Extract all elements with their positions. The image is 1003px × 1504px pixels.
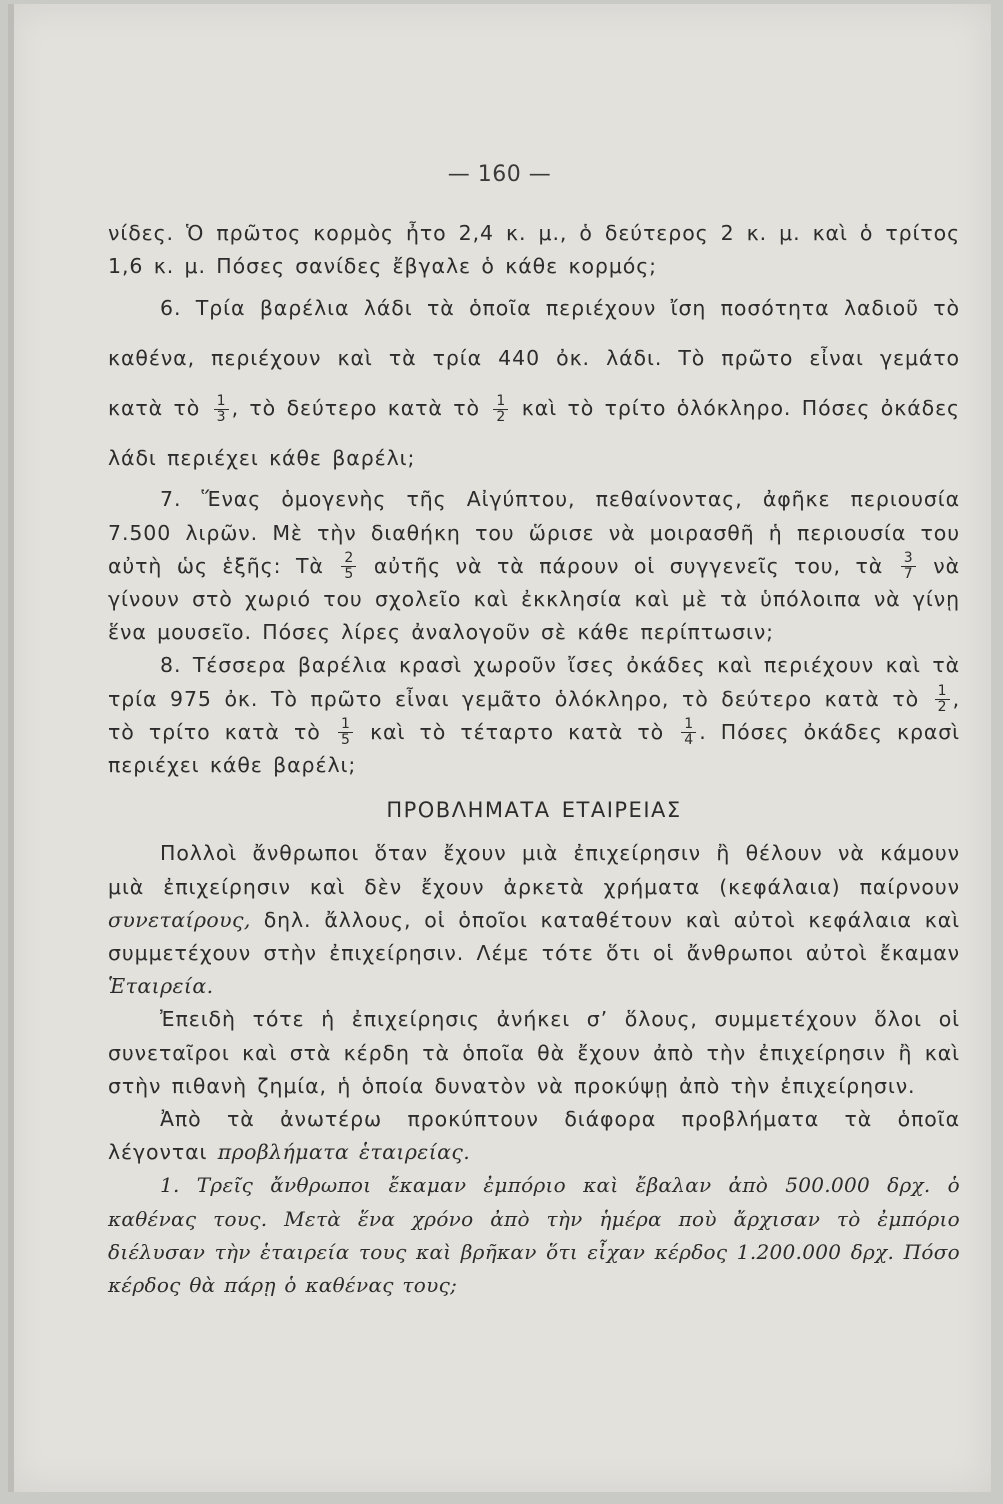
problem-5-tail (108, 217, 960, 283)
problem-8-text-d: . Πόσες ὀκάδες κρασὶ περιέχει κάθε βαρέλι; (108, 719, 961, 778)
problem-7-text-c: νὰ γίνουν στὸ χωριό του σχολεῖο καὶ ἐκκλησία καὶ μὲ τὰ ὑπόλοιπα νὰ γίνῃ ἕνα μουσεῖο. Πόσες λίρες ἀναλογοῦν σὲ κάθε περίπτωσιν; (108, 553, 961, 645)
intro-paragraph (108, 837, 960, 1003)
problem-6-text-a: 6. Τρία βαρέλια λάδι τὰ ὁποῖα περιέχουν ἴση ποσότητα λαδιοῦ τὸ καθένα, περιέχουν καὶ τὰ τρία 440 ὀκ. λάδι. Τὸ πρῶτο εἶναι γεμάτο κατὰ τὸ (108, 296, 960, 421)
problem-8-text-c: καὶ τὸ τέταρτο κατὰ τὸ (370, 719, 665, 744)
company-problem-1: 1. Τρεῖς ἄνθρωποι ἔκαμαν ἐμπόριο καὶ ἔβαλαν ἀπὸ 500.000 δρχ. ὁ καθένας τους. Μετὰ ἕνα χρόνο ἀπὸ τὴν ἡμέρα ποὺ ἄρχισαν τὸ ἐμπόριο διέλυσαν τὴν ἑταιρεία τους καὶ βρῆκαν ὅτι εἶχαν κέρδος 1.200.000 δρχ. Πόσο κέρδος θὰ πάρῃ ὁ καθένας τους; (108, 1173, 960, 1298)
fraction-numerator: 1 (214, 394, 229, 410)
fraction-three-sevenths (901, 551, 916, 582)
intro-italic-partners: συνεταίρους, (108, 907, 251, 932)
fraction-one-third (214, 394, 229, 425)
fraction-denominator: 2 (937, 699, 947, 716)
fraction-numerator: 3 (901, 551, 916, 567)
problem-5-text: νίδες. Ὁ πρῶτος κορμὸς ἦτο 2,4 κ. μ., ὁ δεύτερος 2 κ. μ. καὶ ὁ τρίτος 1,6 κ. μ. Πόσες σανίδες ἔβγαλε ὁ κάθε κορμός; (108, 221, 960, 279)
fraction-numerator: 1 (681, 717, 696, 733)
fraction-denominator: 3 (216, 408, 226, 425)
paragraph-3-text: Ἀπὸ τὰ ἀνωτέρω προκύπτουν διάφορα προβλήματα τὰ ὁποῖα λέγονται (108, 1107, 960, 1165)
fraction-numerator: 1 (338, 717, 353, 733)
problem-8-text-a: 8. Τέσσερα βαρέλια κρασὶ χωροῦν ἴσες ὀκάδες καὶ περιέχουν καὶ τὰ τρία 975 ὀκ. Τὸ πρῶτο εἶναι γεμᾶτο ὁλόκληρο, τὸ δεύτερο κατὰ τὸ (108, 653, 960, 711)
problem-6 (108, 283, 960, 483)
paragraph-3 (108, 1103, 960, 1169)
problem-6-text-b: , τὸ δεύτερο κατὰ τὸ (231, 396, 480, 421)
problem-7-text-b: αὐτῆς νὰ τὰ πάρουν οἱ συγγενεῖς του, τὰ (373, 553, 884, 578)
section-heading: ΠΡΟΒΛΗΜΑΤΑ ΕΤΑΙΡΕΙΑΣ (386, 798, 682, 823)
book-page (8, 4, 991, 1492)
fraction-one-fifth (338, 717, 353, 748)
fraction-denominator: 7 (903, 566, 913, 583)
fraction-one-quarter (681, 717, 696, 748)
paragraph-3-italic: προβλήματα ἑταιρείας. (217, 1140, 471, 1165)
problem-6-text-c: καὶ τὸ τρίτο ὁλόκληρο. Πόσες ὀκάδες λάδι περιέχει κάθε βαρέλι; (108, 396, 960, 471)
fraction-denominator: 2 (496, 408, 506, 425)
intro-text-b: δηλ. ἄλλους, οἱ ὁποῖοι καταθέτουν καὶ αὐτοὶ κεφάλαια καὶ συμμετέχουν στὴν ἐπιχείρησιν. Λέμε τότε ὅτι οἱ ἄνθρωποι αὐτοὶ ἔκαμαν (108, 907, 960, 966)
fraction-numerator: 1 (935, 684, 950, 700)
fraction-one-half (493, 394, 508, 425)
problem-7-text-a: 7. Ἕνας ὁμογενὴς τῆς Αἰγύπτου, πεθαίνοντας, ἀφῆκε περιουσία 7.500 λιρῶν. Μὲ τὴν διαθήκη του ὥρισε νὰ μοιρασθῆ ἡ περιουσία του αὐτὴ ὡς ἑξῆς: Τὰ (108, 487, 960, 578)
page-body (108, 217, 960, 1302)
paragraph-2: Ἐπειδὴ τότε ἡ ἐπιχείρησις ἀνήκει σ’ ὅλους, συμμετέχουν ὅλοι οἱ συνεταῖροι καὶ στὰ κέρδη τὰ ὁποῖα θὰ ἔχουν ἀπὸ τὴν ἐπιχείρησιν ἢ καὶ στὴν πιθανὴ ζημία, ἡ ὁποία δυνατὸν νὰ προκύψῃ ἀπὸ τὴν ἐπιχείρησιν. (108, 1007, 960, 1098)
fraction-denominator: 5 (344, 566, 354, 583)
page-number: — 160 — (447, 162, 552, 187)
intro-italic-company: Ἑταιρεία. (108, 974, 214, 999)
fraction-two-fifths (341, 551, 356, 582)
problem-8 (108, 649, 960, 782)
fraction-one-half (935, 684, 950, 715)
fraction-numerator: 2 (341, 551, 356, 567)
fraction-denominator: 5 (340, 732, 350, 749)
fraction-numerator: 1 (493, 394, 508, 410)
problem-7 (108, 483, 960, 649)
intro-text-a: Πολλοὶ ἄνθρωποι ὅταν ἔχουν μιὰ ἐπιχείρησιν ἢ θέλουν νὰ κάμουν μιὰ ἐπιχείρησιν καὶ δὲν ἔχουν ἀρκετὰ χρήματα (κεφάλαια) παίρνουν (108, 841, 960, 899)
problem-8-text-b: , τὸ τρίτο κατὰ τὸ (108, 686, 961, 744)
fraction-denominator: 4 (684, 732, 694, 749)
